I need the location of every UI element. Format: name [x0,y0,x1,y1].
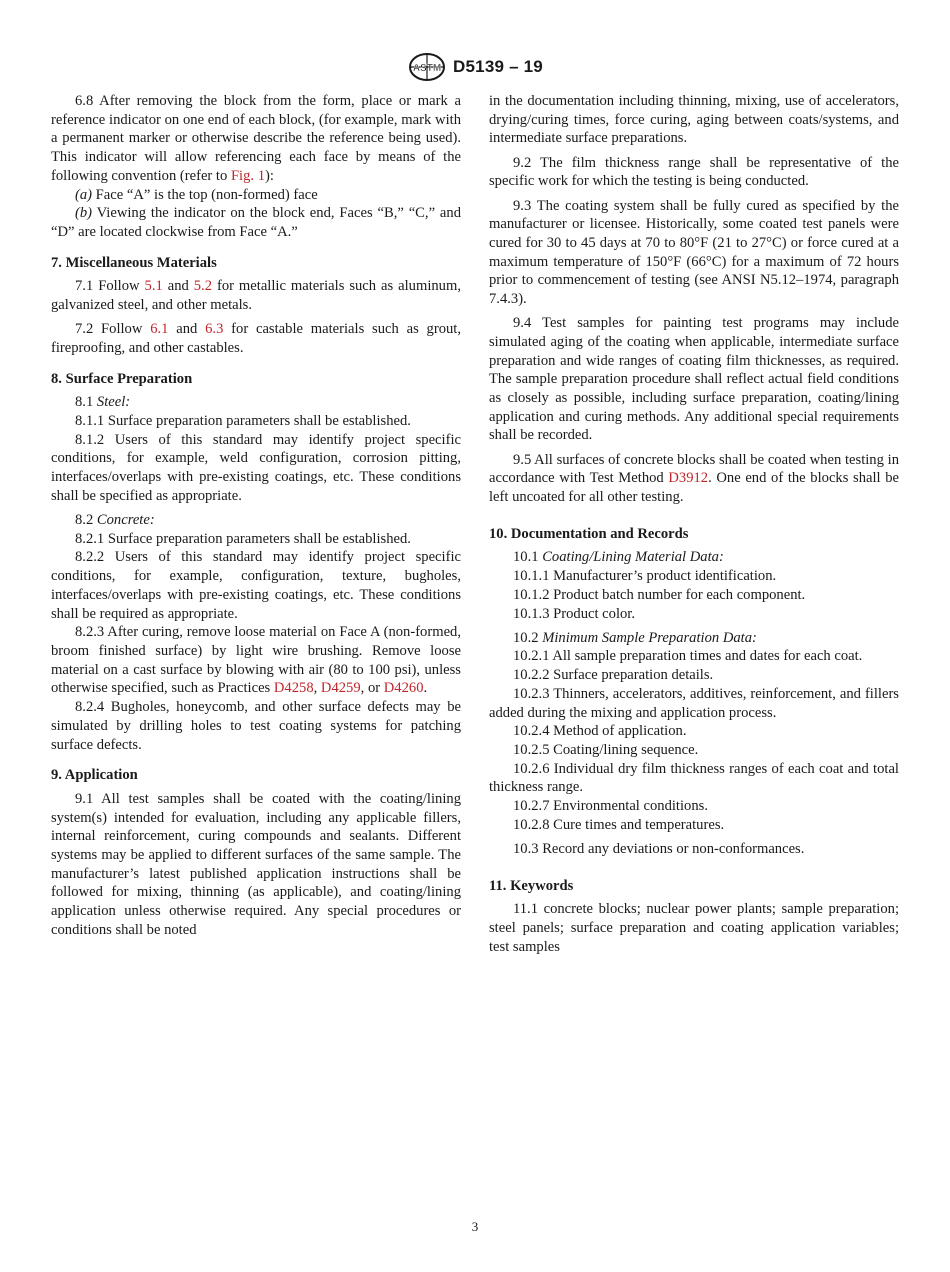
paragraph-10-2-8: 10.2.8 Cure times and temperatures. [513,816,725,833]
paragraph-10-2-5: 10.2.5 Coating/lining sequence. [513,742,699,758]
paragraph-9-1: 9.1 All test samples shall be coated with the coating/lining system(s) intended for evaluation, including any applicable fillers, internal reinforcement, curing compounds and sealants. Different systems may be applied to different surfaces of the same sample. The manufacturer’s latest published application instructions shall be followed for mixing, thinning (as applicable), and coating/lining application unless otherwise required. Any special procedures or conditions shall be noted [51,790,461,938]
paragraph-9-3: 9.3 The coating system shall be fully cured as specified by the manufacturer or licensee. Historically, some coated test panels were cured for 30 to 45 days at 70 to 80°F (21 to 27°C) or force cured at a maximum temperature of 150°F (66°C) for a maximum of 72 hours prior to commencement of testing (see ANSI N5.12–1974, paragraph 7.4.3). [489,197,899,308]
paragraph-10-2-4: 10.2.4 Method of application. [513,723,687,740]
left-column [51,92,461,940]
paragraph-9-1-continued: in the documentation including thinning, mixing, use of accelerators, drying/curing times, force curing, aging between coats/systems, and intermediate surface preparations. [489,93,899,147]
paragraph-8-2-3: 8.2.3 After curing, remove loose material on Face A (non-formed, broom finished surface) by light wire brushing. Remove loose material on a cast surface by blowing with air (80 to 100 psi), unless otherwise specified, such as Practices D4258, D4259, or D4260. [51,624,461,697]
paragraph-10-1: 10.1 Coating/Lining Material Data: [513,549,724,566]
paragraph-7-1: 7.1 Follow 5.1 and 5.2 for metallic materials such as aluminum, galvanized steel, and other metals. [51,278,461,314]
paragraph-6-8-b: (b) Viewing the indicator on the block end, Faces “B,” “C,” and “D” are located clockwise from Face “A.” [51,205,461,240]
d4260-link[interactable]: D4260 [383,680,424,697]
section-11-heading: 11. Keywords [489,877,574,894]
paragraph-8-1: 8.1 Steel: [75,394,131,411]
paragraph-8-1-2: 8.1.2 Users of this standard may identify project specific conditions, for example, weld configuration, corrosion pitting, interfaces/overlaps with pre-existing coatings, etc. These conditions shall be specified as appropriate. [51,431,461,504]
right-column [489,92,899,957]
paragraph-9-4: 9.4 Test samples for painting test programs may include simulated aging of the coating when applicable, intermediate surface preparation and wide ranges of coating film thicknesses, as required. The sample preparation procedure shall reflect actual field conditions as closely as possible, including surface preparation, coating/lining application and curing methods. Any additional special requirements shall be recorded. [489,315,899,444]
d4259-link[interactable]: D4259 [320,680,361,697]
paragraph-10-2-1: 10.2.1 All sample preparation times and dates for each coat. [513,648,863,665]
paragraph-8-2: 8.2 Concrete: [75,512,155,529]
paragraph-10-2: 10.2 Minimum Sample Preparation Data: [513,629,757,646]
paragraph-10-1-1: 10.1.1 Manufacturer’s product identification. [513,568,777,585]
paragraph-10-2-2: 10.2.2 Surface preparation details. [513,667,714,684]
paragraph-9-5: 9.5 All surfaces of concrete blocks shall be coated when testing in accordance with Test Method D3912. One end of the blocks shall be left uncoated for all other testing. [489,451,900,506]
section-8-heading: 8. Surface Preparation [51,370,193,387]
page-header [0,52,950,82]
section-10-heading: 10. Documentation and Records [489,525,689,542]
paragraph-10-2-7: 10.2.7 Environmental conditions. [513,798,708,815]
paragraph-8-2-1: 8.2.1 Surface preparation parameters shall be established. [75,530,411,547]
paragraph-8-2-4: 8.2.4 Bugholes, honeycomb, and other surface defects may be simulated by drilling holes to test coating systems for patching surface defects. [51,699,461,753]
paragraph-6-8-a: (a) Face “A” is the top (non-formed) face [75,186,318,203]
paragraph-10-1-2: 10.1.2 Product batch number for each component. [513,586,806,603]
d3912-link[interactable]: D3912 [668,470,709,487]
paragraph-11-1: 11.1 concrete blocks; nuclear power plants; sample preparation; steel panels; surface preparation and coating application variables; test samples [489,901,899,955]
paragraph-10-2-6: 10.2.6 Individual dry film thickness ranges of each coat and total thickness range. [489,760,899,796]
paragraph-10-2-3: 10.2.3 Thinners, accelerators, additives, reinforcement, and fillers added during the mixing and application process. [489,685,899,721]
svg-text:ASTM: ASTM [412,63,442,74]
paragraph-10-3: 10.3 Record any deviations or non-conformances. [513,841,805,858]
paragraph-6-8: 6.8 After removing the block from the form, place or mark a reference indicator on one end of each block, (for example, mark with a permanent marker or otherwise describe the reference being used). This indicator will allow referencing each face by means of the following convention (refer to Fig. 1): [51,93,461,184]
fig-1-link[interactable]: Fig. 1 [230,167,265,184]
paragraph-9-2: 9.2 The film thickness range shall be representative of the specific work for which the testing is being conducted. [489,154,899,190]
page-number: 3 [471,1219,479,1234]
section-6-1-link[interactable]: 6.1 [150,321,169,338]
paragraph-8-1-1: 8.1.1 Surface preparation parameters shall be established. [75,413,411,430]
astm-logo-icon [407,52,447,82]
paragraph-10-1-3: 10.1.3 Product color. [513,605,636,622]
section-6-3-link[interactable]: 6.3 [205,321,224,338]
d4258-link[interactable]: D4258 [273,680,314,697]
section-5-1-link[interactable]: 5.1 [144,278,163,295]
section-7-heading: 7. Miscellaneous Materials [51,254,217,271]
document-id: D5139 – 19 [453,57,543,76]
paragraph-7-2: 7.2 Follow 6.1 and 6.3 for castable materials such as grout, fireproofing, and other castables. [51,321,462,356]
paragraph-8-2-2: 8.2.2 Users of this standard may identify project specific conditions, for example, configuration, texture, bugholes, interfaces/overlaps with pre-existing coatings, etc. These conditions shall be required as appropriate. [51,549,461,622]
section-9-heading: 9. Application [51,767,138,784]
section-5-2-link[interactable]: 5.2 [193,278,212,295]
